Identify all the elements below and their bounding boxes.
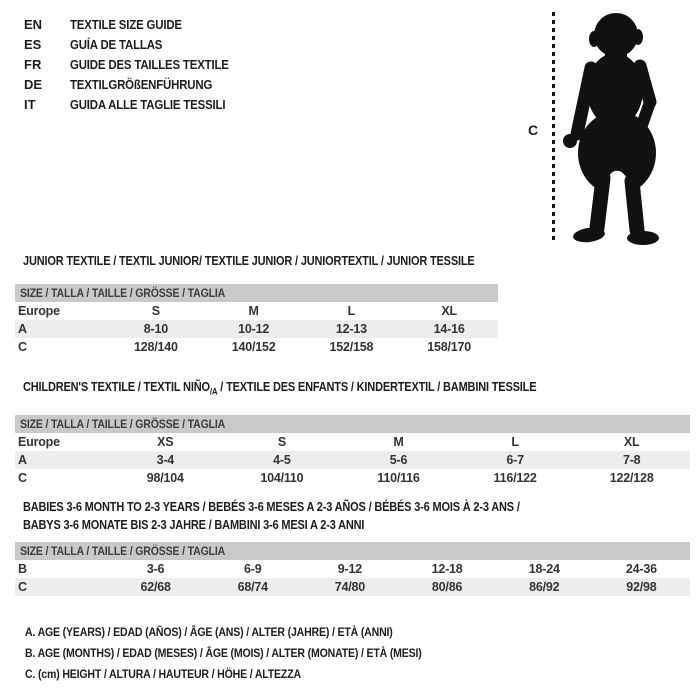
table-row-a xyxy=(15,451,690,469)
table-row-europe xyxy=(15,302,498,320)
table-cell: 7-8 xyxy=(622,452,641,467)
table-cell: 122/128 xyxy=(609,470,654,485)
lang-row-de xyxy=(24,75,250,95)
table-cell: S xyxy=(151,304,160,318)
size-header-label: SIZE / TALLA / TAILLE / GRÖSSE / TAGLIA xyxy=(20,416,226,431)
table-cell: XS xyxy=(157,434,174,449)
lang-label: GUIDA ALLE TAGLIE TESSILI xyxy=(70,97,226,112)
table-row-europe xyxy=(15,433,690,451)
table-cell: 62/68 xyxy=(140,580,171,594)
children-table-rows xyxy=(15,433,690,487)
lang-code: EN xyxy=(24,17,43,32)
table-cell: 6-7 xyxy=(506,452,524,467)
junior-table-rows xyxy=(15,302,498,356)
title-text: CHILDREN'S TEXTILE / TEXTIL NIÑO xyxy=(23,380,210,394)
table-cell: 110/116 xyxy=(377,470,420,485)
children-table-title xyxy=(23,380,536,399)
children-textile-section xyxy=(15,378,690,487)
title-subscript: /A xyxy=(209,386,218,397)
row-label: A xyxy=(18,322,27,336)
title-text: JUNIOR TEXTILE / TEXTIL JUNIOR/ TEXTILE JUNIOR / JUNIORTEXTIL / JUNIOR TESSILE xyxy=(23,254,475,268)
babies-table-rows xyxy=(15,560,690,596)
row-label: C xyxy=(18,580,27,594)
table-cell: 18-24 xyxy=(528,562,560,576)
table-cell: S xyxy=(277,434,286,449)
height-dashed-line xyxy=(552,12,555,242)
table-cell: 140/152 xyxy=(231,340,276,354)
table-cell: 116/122 xyxy=(493,470,537,485)
row-label: C xyxy=(18,470,27,485)
table-cell: 98/104 xyxy=(146,470,184,485)
table-cell: M xyxy=(393,434,404,449)
lang-code: DE xyxy=(24,77,43,92)
row-label: C xyxy=(18,340,27,354)
table-cell: XL xyxy=(441,304,457,318)
babies-textile-section xyxy=(15,498,690,596)
table-cell: L xyxy=(347,304,356,318)
table-cell: XL xyxy=(623,434,640,449)
table-row-c xyxy=(15,469,690,487)
size-header-label: SIZE / TALLA / TAILLE / GRÖSSE / TAGLIA xyxy=(20,286,226,300)
table-row-a xyxy=(15,320,498,338)
table-cell: 6-9 xyxy=(244,562,262,576)
toddler-silhouette-icon xyxy=(556,6,670,248)
row-label: A xyxy=(18,452,27,467)
table-cell: 86/92 xyxy=(529,580,560,594)
table-cell: L xyxy=(511,434,519,449)
lang-row-it xyxy=(24,95,250,115)
row-label: Europe xyxy=(18,434,60,449)
table-row-c xyxy=(15,338,498,356)
junior-table-title xyxy=(23,254,475,268)
footnote-legend xyxy=(25,622,476,685)
table-cell: 24-36 xyxy=(625,562,657,576)
size-header-label: SIZE / TALLA / TAILLE / GRÖSSE / TAGLIA xyxy=(20,544,226,558)
table-cell: 8-10 xyxy=(143,322,168,336)
table-cell: 152/158 xyxy=(329,340,374,354)
row-label: B xyxy=(18,562,27,576)
table-cell: 3-4 xyxy=(156,452,175,467)
table-cell: 128/140 xyxy=(133,340,178,354)
row-label: Europe xyxy=(18,304,60,318)
lang-label: TEXTILGRÖßENFÜHRUNG xyxy=(70,77,213,92)
lang-row-en xyxy=(24,15,250,35)
table-cell: 74/80 xyxy=(334,580,366,594)
lang-label: GUIDE DES TAILLES TEXTILE xyxy=(70,57,229,72)
table-cell: 10-12 xyxy=(238,322,270,336)
table-cell: 12-18 xyxy=(431,562,463,576)
junior-textile-section xyxy=(15,252,498,356)
table-cell: 5-6 xyxy=(389,452,408,467)
lang-code: ES xyxy=(24,37,42,52)
lang-label: GUÍA DE TALLAS xyxy=(70,37,163,52)
size-header-bar xyxy=(15,415,690,433)
footnote-c: C. (cm) HEIGHT / ALTURA / HAUTEUR / HÖHE / ALTEZZA xyxy=(25,667,301,681)
table-cell: M xyxy=(248,304,259,318)
footnote-a: A. AGE (YEARS) / EDAD (AÑOS) / ÂGE (ANS) / ALTER (JAHRE) / ETÀ (ANNI) xyxy=(25,625,393,639)
title-text: / TEXTILE DES ENFANTS / KINDERTEXTIL / BAMBINI TESSILE xyxy=(217,380,537,394)
table-row-b xyxy=(15,560,690,578)
height-measure-label: C xyxy=(528,122,539,138)
table-row-c xyxy=(15,578,690,596)
table-cell: 80/86 xyxy=(431,580,463,594)
table-cell: 14-16 xyxy=(433,322,465,336)
size-header-bar xyxy=(15,542,690,560)
footnote-b: B. AGE (MONTHS) / EDAD (MESES) / ÂGE (MOIS) / ALTER (MONATE) / ETÀ (MESI) xyxy=(25,646,422,660)
table-cell: 3-6 xyxy=(146,562,165,576)
table-cell: 158/170 xyxy=(427,340,472,354)
lang-row-es xyxy=(24,35,250,55)
size-header-bar xyxy=(15,284,498,302)
table-cell: 68/74 xyxy=(237,580,268,594)
lang-row-fr xyxy=(24,55,250,75)
title-line: BABIES 3-6 MONTH TO 2-3 YEARS / BEBÉS 3-6 MESES A 2-3 AÑOS / BÉBÉS 3-6 MOIS À 2-3 ANS / xyxy=(23,500,520,514)
lang-code: IT xyxy=(24,97,36,112)
table-cell: 104/110 xyxy=(260,470,304,485)
table-cell: 9-12 xyxy=(337,562,363,576)
language-title-list xyxy=(24,15,250,115)
babies-table-title xyxy=(23,498,520,534)
title-line: BABYS 3-6 MONATE BIS 2-3 JAHRE / BAMBINI 3-6 MESI A 2-3 ANNI xyxy=(23,518,365,532)
lang-label: TEXTILE SIZE GUIDE xyxy=(70,17,182,32)
table-cell: 4-5 xyxy=(273,452,291,467)
lang-code: FR xyxy=(24,57,42,72)
table-cell: 92/98 xyxy=(626,580,657,594)
table-cell: 12-13 xyxy=(335,322,367,336)
